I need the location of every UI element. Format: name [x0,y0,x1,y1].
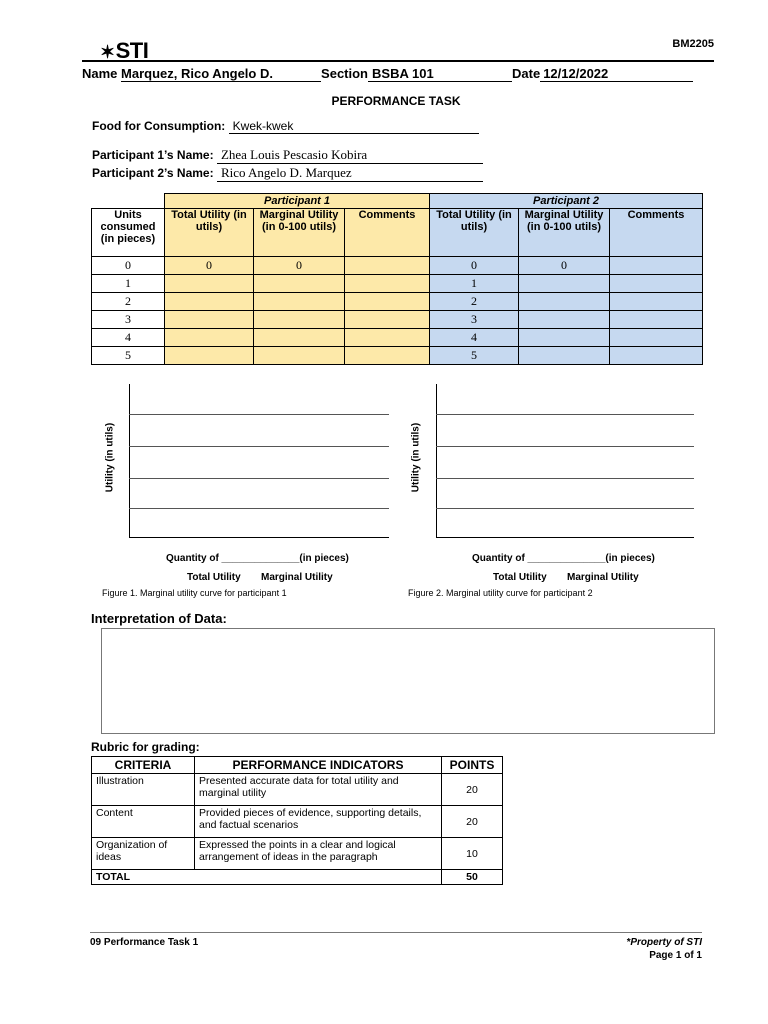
p1-tu-cell[interactable] [165,311,254,329]
table-row [92,870,503,885]
p2-total-utility-header: Total Utility (in utils) [430,209,519,257]
sti-swirl-icon: ✶ [100,42,115,62]
p1-comment-cell[interactable] [345,347,430,365]
p2-mu-cell[interactable] [519,311,610,329]
participant1-value[interactable]: Zhea Louis Pescasio Kobira [217,147,483,164]
p1-total-utility-header: Total Utility (in utils) [165,209,254,257]
p1-tu-cell[interactable] [165,329,254,347]
p1-tu-cell[interactable] [165,347,254,365]
table-row [92,293,703,311]
rubric-table [91,756,503,885]
rubric-heading: Rubric for grading: [91,740,200,754]
criteria-cell: Illustration [92,774,195,806]
chart2-gridline [436,446,694,447]
indicator-cell: Expressed the points in a clear and logical arrangement of ideas in the paragraph [195,838,442,870]
table-row [92,806,503,838]
figure1-caption: Figure 1. Marginal utility curve for participant 1 [102,588,287,598]
chart2-legend-total: Total Utility [493,572,547,583]
p1-marginal-utility-header: Marginal Utility (in 0-100 utils) [254,209,345,257]
chart2-x-axis [436,537,694,538]
units-cell: 2 [92,293,165,311]
p2-marginal-utility-header: Marginal Utility (in 0-100 utils) [519,209,610,257]
participant1-field [92,147,483,164]
food-label: Food for Consumption: [92,119,226,133]
chart1-legend-marginal: Marginal Utility [261,572,333,583]
p1-mu-cell[interactable]: 0 [254,257,345,275]
chart2-x-label: Quantity of ______________(in pieces) [472,553,655,564]
p2-tu-cell[interactable]: 1 [430,275,519,293]
criteria-cell: Organization of ideas [92,838,195,870]
participant2-field [92,165,483,182]
p2-mu-cell[interactable] [519,347,610,365]
p1-mu-cell[interactable] [254,275,345,293]
date-label: Date [512,66,541,81]
section-value[interactable]: BSBA 101 [368,66,512,82]
header-rule [82,60,714,62]
total-points: 50 [442,870,503,885]
p2-mu-cell[interactable] [519,329,610,347]
participant2-group-header: Participant 2 [430,194,703,209]
chart-participant1 [129,384,389,538]
food-field [92,119,479,134]
p1-comments-header: Comments [345,209,430,257]
chart2-y-axis [436,384,437,538]
p1-comment-cell[interactable] [345,275,430,293]
food-value[interactable]: Kwek-kwek [229,119,479,134]
points-cell: 20 [442,774,503,806]
p2-mu-cell[interactable]: 0 [519,257,610,275]
chart1-y-axis [129,384,130,538]
table-row [92,257,703,275]
criteria-header: CRITERIA [92,757,195,774]
table-corner [92,194,165,209]
chart1-gridline [129,414,389,415]
doc-code: BM2205 [672,38,714,50]
criteria-cell: Content [92,806,195,838]
p2-comment-cell[interactable] [610,329,703,347]
p2-tu-cell[interactable]: 5 [430,347,519,365]
total-label: TOTAL [92,870,442,885]
chart2-y-label: Utility (in utils) [410,422,422,493]
table-row [92,347,703,365]
chart-participant2 [436,384,694,538]
student-info-line [82,66,693,82]
p2-comment-cell[interactable] [610,293,703,311]
p2-tu-cell[interactable]: 0 [430,257,519,275]
p1-tu-cell[interactable] [165,275,254,293]
participant1-group-header: Participant 1 [165,194,430,209]
chart1-gridline [129,446,389,447]
p2-tu-cell[interactable]: 3 [430,311,519,329]
chart1-y-label: Utility (in utils) [104,422,116,493]
chart2-gridline [436,414,694,415]
footer-property: *Property of STI [626,937,702,948]
p2-tu-cell[interactable]: 2 [430,293,519,311]
table-row [92,774,503,806]
date-value[interactable]: 12/12/2022 [540,66,693,82]
units-cell: 0 [92,257,165,275]
p1-comment-cell[interactable] [345,329,430,347]
p1-comment-cell[interactable] [345,311,430,329]
utility-table [91,193,703,365]
points-header: POINTS [442,757,503,774]
figure2-caption: Figure 2. Marginal utility curve for participant 2 [408,588,593,598]
chart1-gridline [129,508,389,509]
p2-comments-header: Comments [610,209,703,257]
units-header: Units consumed (in pieces) [92,209,165,257]
p2-comment-cell[interactable] [610,311,703,329]
participant2-value[interactable]: Rico Angelo D. Marquez [217,165,483,182]
chart2-legend-marginal: Marginal Utility [567,572,639,583]
p1-mu-cell[interactable] [254,347,345,365]
table-row [92,275,703,293]
table-row [92,838,503,870]
p1-comment-cell[interactable] [345,293,430,311]
page-title: PERFORMANCE TASK [331,94,461,108]
interpretation-heading: Interpretation of Data: [91,611,227,626]
indicators-header: PERFORMANCE INDICATORS [195,757,442,774]
indicator-cell: Provided pieces of evidence, supporting details, and factual scenarios [195,806,442,838]
p1-mu-cell[interactable] [254,293,345,311]
units-cell: 5 [92,347,165,365]
p1-tu-cell[interactable] [165,293,254,311]
points-cell: 20 [442,806,503,838]
units-cell: 3 [92,311,165,329]
name-value[interactable]: Marquez, Rico Angelo D. [121,66,321,82]
p2-comment-cell[interactable] [610,257,703,275]
p1-mu-cell[interactable] [254,311,345,329]
units-cell: 4 [92,329,165,347]
p2-comment-cell[interactable] [610,347,703,365]
chart2-gridline [436,508,694,509]
p1-mu-cell[interactable] [254,329,345,347]
p1-tu-cell[interactable]: 0 [165,257,254,275]
table-row [92,311,703,329]
footer-doc-title: 09 Performance Task 1 [90,937,199,948]
chart1-legend-total: Total Utility [187,572,241,583]
chart1-x-label: Quantity of ______________(in pieces) [166,553,349,564]
p2-tu-cell[interactable]: 4 [430,329,519,347]
section-label: Section [321,66,369,81]
footer-rule [90,932,702,933]
chart2-gridline [436,478,694,479]
logo-text: STI [115,38,149,63]
table-row [92,329,703,347]
indicator-cell: Presented accurate data for total utility and marginal utility [195,774,442,806]
p2-mu-cell[interactable] [519,293,610,311]
footer-page: Page 1 of 1 [649,950,702,961]
chart1-gridline [129,478,389,479]
name-label: Name [82,66,118,81]
interpretation-textbox[interactable] [101,628,715,734]
p2-mu-cell[interactable] [519,275,610,293]
p2-comment-cell[interactable] [610,275,703,293]
chart1-x-axis [129,537,389,538]
participant2-label: Participant 2’s Name: [92,166,214,180]
units-cell: 1 [92,275,165,293]
p1-comment-cell[interactable] [345,257,430,275]
participant1-label: Participant 1’s Name: [92,148,214,162]
points-cell: 10 [442,838,503,870]
